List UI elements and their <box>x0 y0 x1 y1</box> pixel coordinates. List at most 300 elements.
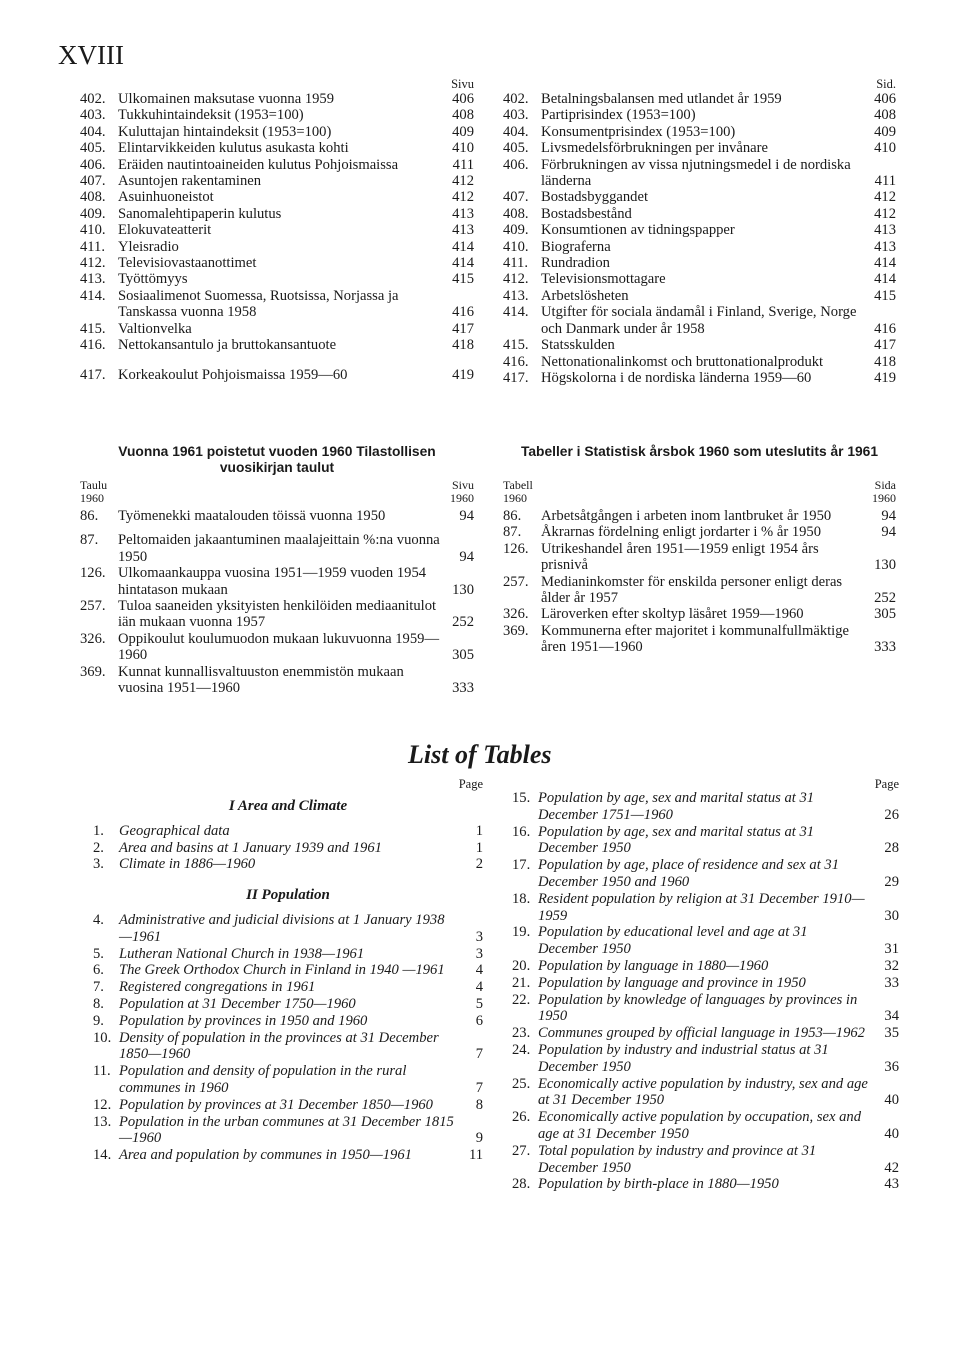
table-title <box>538 992 875 1026</box>
table-title <box>541 206 872 222</box>
table-number: 406. <box>80 156 106 173</box>
table-title-text: Rundradion <box>541 255 610 272</box>
table-page: 31 <box>884 941 899 958</box>
table-number: 20. <box>512 957 531 974</box>
table-entry <box>93 823 483 840</box>
table-page: 410 <box>452 140 474 157</box>
table-title <box>119 1097 459 1114</box>
table-number: 326. <box>503 606 529 623</box>
table-entry <box>512 824 899 858</box>
table-title-text: Population by language in 1880—1960 <box>538 957 769 974</box>
table-entry <box>503 541 896 574</box>
table-page: 94 <box>881 508 896 524</box>
table-title <box>118 157 450 173</box>
table-number: 405. <box>80 140 106 157</box>
table-page: 94 <box>459 508 474 524</box>
table-title-text: Kuluttajan hintaindeksit (1953=100) <box>118 123 332 140</box>
table-title <box>118 107 450 123</box>
table-title <box>541 354 872 370</box>
table-entry <box>93 1030 483 1064</box>
table-number: 10. <box>93 1029 112 1046</box>
table-title <box>541 189 872 205</box>
table-title <box>118 91 450 107</box>
table-title <box>119 912 459 946</box>
table-title-text: Partiprisindex (1953=100) <box>541 107 696 124</box>
table-title-text: Kunnat kunnallisvaltuuston enemmistön mukaan vuosina 1951—1960 <box>118 663 404 697</box>
table-number: 28. <box>512 1176 531 1193</box>
table-title <box>118 367 450 383</box>
table-title <box>541 541 872 574</box>
table-number: 86. <box>80 508 99 524</box>
table-page: 333 <box>452 680 474 697</box>
table-entry <box>80 157 474 173</box>
table-title <box>538 1025 875 1042</box>
table-entry <box>503 354 896 370</box>
table-title-text: Nettonationalinkomst och bruttonationalprodukt <box>541 353 824 370</box>
table-number: 411. <box>80 238 105 255</box>
table-title <box>118 222 450 238</box>
table-title <box>119 856 459 873</box>
table-page: 1 <box>475 822 483 839</box>
table-entry <box>93 1063 483 1097</box>
col-label-tabell: Tabell <box>503 478 533 492</box>
column-headers <box>503 479 896 505</box>
table-title <box>541 140 872 156</box>
table-title-text: Televisionsmottagare <box>541 271 666 288</box>
table-title <box>541 222 872 238</box>
english-table-list-left <box>93 776 483 1164</box>
table-title <box>538 1109 875 1143</box>
table-number: 405. <box>503 140 529 157</box>
table-entry <box>80 565 474 598</box>
table-page: 419 <box>452 366 474 383</box>
table-number: 17. <box>512 857 531 874</box>
table-page: 412 <box>874 205 896 222</box>
table-entry <box>80 91 474 107</box>
table-title-text: Bostadsbyggandet <box>541 189 649 206</box>
table-entry <box>93 840 483 857</box>
table-page: 406 <box>874 91 896 107</box>
swedish-table-list <box>503 76 896 386</box>
table-entry <box>80 337 474 353</box>
table-number: 6. <box>93 962 104 979</box>
table-page: 418 <box>874 353 896 370</box>
table-entry <box>503 157 896 190</box>
col-label-sida: Sida <box>874 478 896 492</box>
table-number: 406. <box>503 156 529 173</box>
table-title-text: Administrative and judicial divisions at 1 January 1938—1961 <box>119 911 445 945</box>
table-number: 19. <box>512 924 531 941</box>
table-entry <box>80 288 474 321</box>
table-page: 43 <box>884 1176 899 1193</box>
page-number: XVIII <box>58 40 124 70</box>
table-number: 403. <box>80 107 106 124</box>
table-title <box>118 124 450 140</box>
table-title <box>118 189 450 205</box>
table-entry <box>80 271 474 287</box>
table-title-text: Medianinkomster för enskilda personer enligt deras ålder år 1957 <box>541 573 843 607</box>
table-title <box>541 124 872 140</box>
table-title-text: Asuntojen rakentaminen <box>118 173 262 190</box>
table-title-text: Climate in 1886—1960 <box>119 856 256 873</box>
table-page: 410 <box>874 140 896 157</box>
table-title <box>541 370 872 386</box>
table-page: 305 <box>874 606 896 623</box>
table-page: 11 <box>468 1147 483 1164</box>
table-number: 87. <box>503 524 522 541</box>
table-title-text: Förbrukningen av vissa njutningsmedel i de nordiska länderna <box>541 156 851 190</box>
table-entry <box>93 1147 483 1164</box>
table-title <box>538 924 875 958</box>
col-label-year: 1960 <box>450 491 474 505</box>
table-number: 25. <box>512 1075 531 1092</box>
table-title <box>118 239 450 255</box>
swedish-removed-list <box>503 479 896 656</box>
table-number: 14. <box>93 1147 112 1164</box>
table-entry <box>93 1097 483 1114</box>
table-title <box>541 91 872 107</box>
table-number: 414. <box>503 304 529 321</box>
table-title-text: Korkeakoulut Pohjoismaissa 1959—60 <box>118 366 348 383</box>
table-title <box>541 623 872 656</box>
table-page: 40 <box>884 1125 899 1142</box>
table-entry <box>93 1114 483 1148</box>
table-entry <box>503 304 896 337</box>
table-title <box>538 1042 875 1076</box>
table-title <box>538 891 875 925</box>
table-entry <box>503 140 896 156</box>
table-page: 413 <box>874 238 896 255</box>
table-number: 415. <box>503 337 529 354</box>
table-title-text: Area and population by communes in 1950—1961 <box>119 1147 412 1164</box>
table-title-text: Population by provinces at 31 December 1850—1960 <box>119 1096 433 1113</box>
table-page: 9 <box>475 1130 483 1147</box>
table-title <box>538 1143 875 1177</box>
table-title <box>538 790 875 824</box>
table-title <box>541 271 872 287</box>
table-number: 413. <box>503 287 529 304</box>
table-title-text: Åkrarnas fördelning enligt jordarter i % år 1950 <box>541 524 822 541</box>
table-page: 414 <box>874 271 896 288</box>
table-title-text: Population at 31 December 1750—1960 <box>119 995 356 1012</box>
table-number: 402. <box>80 91 106 107</box>
table-title <box>538 958 875 975</box>
table-number: 407. <box>503 189 529 206</box>
table-page: 412 <box>874 189 896 206</box>
table-title-text: Peltomaiden jakaantuminen maalajeittain %:na vuonna 1950 <box>118 532 440 565</box>
table-page: 30 <box>884 907 899 924</box>
finnish-removed-heading: Vuonna 1961 poistetut vuoden 1960 Tilastollisen vuosikirjan taulut <box>118 444 436 475</box>
english-table-list-right <box>512 776 899 1193</box>
table-entry <box>80 222 474 238</box>
table-title <box>119 946 459 963</box>
page-column-header: Page <box>458 777 483 791</box>
table-entry <box>80 321 474 337</box>
table-page: 413 <box>452 222 474 239</box>
table-title-text: Elokuvateatterit <box>118 222 212 239</box>
table-title <box>538 1076 875 1110</box>
table-entry <box>93 946 483 963</box>
finnish-removed-list <box>80 479 474 696</box>
table-title-text: Economically active population by industry, sex and age at 31 December 1950 <box>538 1075 868 1109</box>
table-number: 407. <box>80 173 106 190</box>
table-entry <box>512 1042 899 1076</box>
table-number: 409. <box>503 222 529 239</box>
col-label-year: 1960 <box>80 491 104 505</box>
table-page: 130 <box>452 581 474 598</box>
table-title-text: Yleisradio <box>118 238 179 255</box>
table-page: 408 <box>874 107 896 124</box>
table-page: 413 <box>452 205 474 222</box>
table-number: 86. <box>503 508 522 524</box>
table-title <box>538 1176 875 1193</box>
table-title <box>541 606 872 622</box>
table-entry <box>512 924 899 958</box>
swedish-removed-heading: Tabeller i Statistisk årsbok 1960 som uteslutits år 1961 <box>520 444 879 459</box>
column-headers <box>80 479 474 505</box>
table-title-text: Utrikeshandel åren 1951—1959 enligt 1954 års prisnivå <box>541 540 819 574</box>
table-title <box>118 140 450 156</box>
table-title-text: Bostadsbestånd <box>541 205 632 222</box>
table-entry <box>512 1076 899 1110</box>
table-page: 406 <box>452 91 474 107</box>
table-title-text: Eräiden nautintoaineiden kulutus Pohjoismaissa <box>118 156 399 173</box>
table-number: 22. <box>512 991 531 1008</box>
table-title-text: Tuloa saaneiden yksityisten henkilöiden mediaanitulot iän mukaan vuonna 1957 <box>118 598 437 631</box>
table-page: 411 <box>874 173 896 190</box>
page-column-header: Sivu <box>451 77 474 91</box>
table-number: 413. <box>80 271 106 288</box>
table-title-text: Tukkuhintaindeksit (1953=100) <box>118 107 304 124</box>
table-title <box>118 598 450 631</box>
table-page: 6 <box>475 1012 483 1029</box>
col-label-taulu: Taulu <box>80 478 108 492</box>
table-number: 409. <box>80 205 106 222</box>
table-title-text: Arbetsåtgången i arbeten inom lantbruket år 1950 <box>541 508 832 524</box>
page-column-header: Page <box>874 777 899 791</box>
table-number: 13. <box>93 1113 112 1130</box>
table-entry <box>93 996 483 1013</box>
table-title <box>118 508 450 524</box>
table-number: 23. <box>512 1025 531 1042</box>
table-page: 26 <box>884 806 899 823</box>
table-title <box>118 532 450 565</box>
table-title-text: Biograferna <box>541 238 611 255</box>
col-label-year: 1960 <box>872 491 896 505</box>
table-title <box>118 288 450 321</box>
table-title <box>119 996 459 1013</box>
table-title-text: Sosiaalimenot Suomessa, Ruotsissa, Norjassa ja Tanskassa vuonna 1958 <box>118 287 399 321</box>
table-number: 415. <box>80 320 106 337</box>
table-number: 326. <box>80 630 106 647</box>
table-title-text: Konsumentprisindex (1953=100) <box>541 123 736 140</box>
table-number: 2. <box>93 839 104 856</box>
table-title <box>119 1063 459 1097</box>
table-number: 126. <box>80 565 106 582</box>
table-title-text: Population by educational level and age at 31 December 1950 <box>538 924 808 958</box>
table-entry <box>512 1143 899 1177</box>
table-title-text: Ulkomainen maksutase vuonna 1959 <box>118 91 335 107</box>
table-page: 3 <box>475 928 483 945</box>
table-title-text: Arbetslösheten <box>541 287 629 304</box>
table-page: 414 <box>874 255 896 272</box>
table-entry <box>503 222 896 238</box>
table-entry <box>503 623 896 656</box>
table-title <box>119 962 459 979</box>
table-number: 24. <box>512 1041 531 1058</box>
list-of-tables-title: List of Tables <box>408 740 552 769</box>
table-page: 40 <box>884 1092 899 1109</box>
table-number: 404. <box>80 123 106 140</box>
table-number: 16. <box>512 823 531 840</box>
table-page: 35 <box>884 1025 899 1042</box>
table-number: 21. <box>512 974 531 991</box>
table-title-text: The Greek Orthodox Church in Finland in 1940 —1961 <box>119 962 445 979</box>
table-title-text: Asuinhuoneistot <box>118 189 214 206</box>
table-page: 3 <box>475 945 483 962</box>
table-entry <box>503 91 896 107</box>
table-title <box>538 857 875 891</box>
table-page: 333 <box>874 639 896 656</box>
section-heading-area-climate: I Area and Climate <box>228 798 348 814</box>
table-title-text: Communes grouped by official language in 1953—1962 <box>538 1025 865 1042</box>
table-title <box>119 979 459 996</box>
table-title-text: Population by age, sex and marital status at 31 December 1751—1960 <box>538 790 815 823</box>
table-number: 402. <box>503 91 529 107</box>
col-label-sivu: Sivu <box>451 478 474 492</box>
table-title-text: Population by language and province in 1950 <box>538 974 806 991</box>
table-title-text: Ulkomaankauppa vuosina 1951—1959 vuoden 1954 hintatason mukaan <box>118 565 427 598</box>
table-page: 1 <box>475 839 483 856</box>
table-title <box>119 823 459 840</box>
table-title-text: Oppikoulut koulumuodon mukaan lukuvuonna 1959—1960 <box>118 630 440 664</box>
table-number: 87. <box>80 532 99 549</box>
table-entry <box>512 891 899 925</box>
table-entry <box>512 1176 899 1193</box>
table-title-text: Kommunerna efter majoritet i kommunalfullmäktige åren 1951—1960 <box>541 622 850 656</box>
table-page: 252 <box>452 614 474 631</box>
table-number: 416. <box>80 337 106 354</box>
table-page: 411 <box>452 156 474 173</box>
table-title <box>541 157 872 190</box>
table-title-text: Area and basins at 1 January 1939 and 1961 <box>119 839 382 856</box>
table-title-text: Utgifter för sociala ändamål i Finland, Sverige, Norge och Danmark under år 1958 <box>541 304 857 337</box>
table-entry <box>503 288 896 304</box>
table-entry <box>503 206 896 222</box>
table-page: 5 <box>475 995 483 1012</box>
table-number: 408. <box>80 189 106 206</box>
table-entry <box>503 370 896 386</box>
table-entry <box>503 508 896 524</box>
table-page: 32 <box>884 957 899 974</box>
table-title <box>118 206 450 222</box>
table-entry <box>512 958 899 975</box>
table-page: 417 <box>874 337 896 354</box>
table-title <box>541 255 872 271</box>
table-title-text: Total population by industry and province at 31 December 1950 <box>538 1142 817 1176</box>
table-number: 7. <box>93 979 104 996</box>
table-page: 409 <box>874 123 896 140</box>
table-page: 412 <box>452 189 474 206</box>
table-entry <box>93 962 483 979</box>
table-number: 403. <box>503 107 529 124</box>
table-page: 36 <box>884 1058 899 1075</box>
table-title <box>118 255 450 271</box>
table-page: 416 <box>874 320 896 337</box>
table-entry <box>80 664 474 697</box>
table-title <box>541 107 872 123</box>
table-page: 4 <box>475 979 483 996</box>
table-title <box>541 288 872 304</box>
table-page: 414 <box>452 238 474 255</box>
table-title-text: Betalningsbalansen med utlandet år 1959 <box>541 91 782 107</box>
table-number: 411. <box>503 255 528 272</box>
table-title-text: Elintarvikkeiden kulutus asukasta kohti <box>118 140 349 157</box>
table-page: 33 <box>884 974 899 991</box>
table-title-text: Population by birth-place in 1880—1950 <box>538 1176 779 1193</box>
table-number: 8. <box>93 995 104 1012</box>
table-entry <box>80 189 474 205</box>
table-title <box>119 1114 459 1148</box>
table-page: 414 <box>452 255 474 272</box>
table-number: 369. <box>503 622 529 639</box>
table-number: 257. <box>80 598 106 615</box>
table-entry <box>93 912 483 946</box>
table-title <box>541 524 872 540</box>
table-number: 369. <box>80 663 106 680</box>
table-title-text: Televisiovastaanottimet <box>118 255 257 272</box>
table-number: 417. <box>503 369 529 386</box>
table-number: 18. <box>512 890 531 907</box>
table-number: 15. <box>512 790 531 806</box>
table-page: 130 <box>874 557 896 574</box>
table-page: 415 <box>452 271 474 288</box>
table-entry <box>80 124 474 140</box>
table-entry <box>512 790 899 824</box>
table-entry <box>80 532 474 565</box>
table-number: 126. <box>503 540 529 557</box>
table-page: 94 <box>881 524 896 541</box>
table-entry <box>80 239 474 255</box>
table-entry <box>80 173 474 189</box>
table-entry <box>503 189 896 205</box>
table-title-text: Työmenekki maatalouden töissä vuonna 1950 <box>118 508 386 524</box>
table-entry <box>503 524 896 540</box>
table-entry <box>80 367 474 383</box>
table-title <box>119 840 459 857</box>
table-entry <box>512 992 899 1026</box>
table-number: 410. <box>80 222 106 239</box>
table-title <box>118 565 450 598</box>
table-entry <box>503 239 896 255</box>
table-title <box>118 664 450 697</box>
table-title-text: Geographical data <box>119 822 230 839</box>
table-page: 415 <box>874 287 896 304</box>
table-page: 4 <box>475 962 483 979</box>
table-entry <box>93 1013 483 1030</box>
table-title-text: Statsskulden <box>541 337 615 354</box>
table-title-text: Registered congregations in 1961 <box>119 979 316 996</box>
table-number: 12. <box>93 1096 112 1113</box>
table-entry <box>503 574 896 607</box>
section-heading-population: II Population <box>246 887 330 904</box>
table-entry <box>93 856 483 873</box>
table-entry <box>512 1109 899 1143</box>
table-title-text: Läroverken efter skoltyp läsåret 1959—1960 <box>541 606 804 623</box>
table-title-text: Population by knowledge of languages by provinces in 1950 <box>538 991 858 1025</box>
table-entry <box>80 508 474 524</box>
table-title <box>541 304 872 337</box>
